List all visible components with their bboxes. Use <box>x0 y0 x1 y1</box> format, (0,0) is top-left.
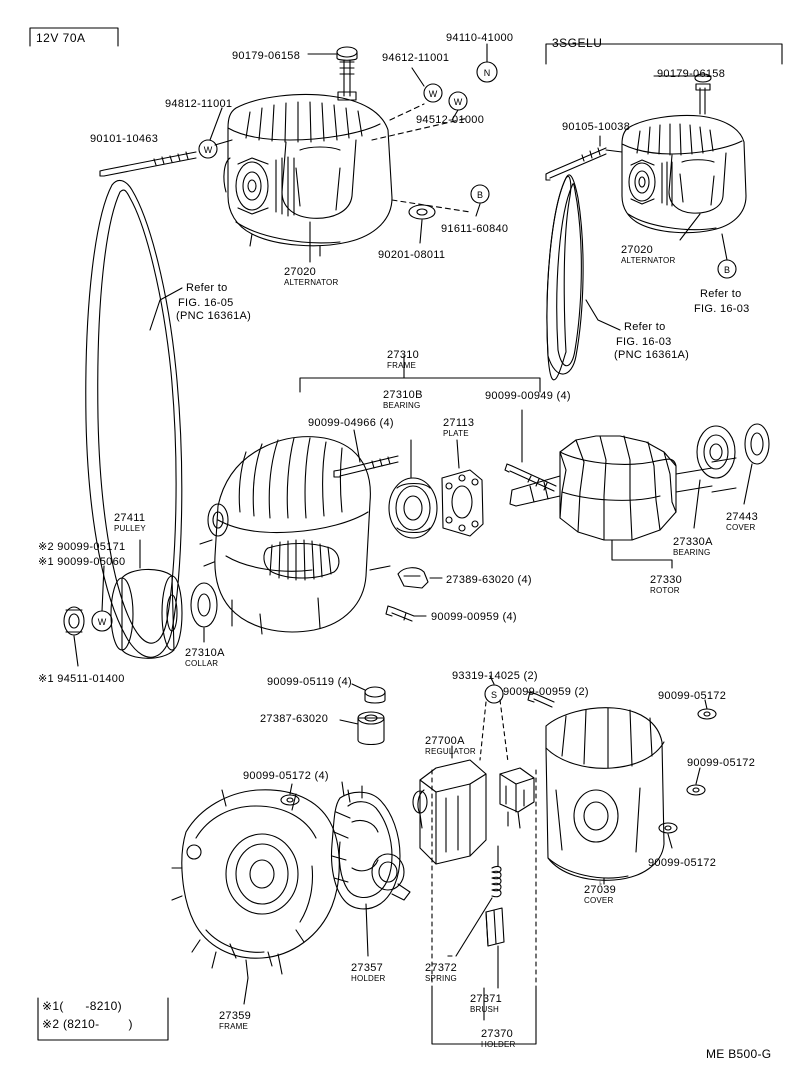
footnote-2: ※2 (8210- ) <box>42 1017 133 1031</box>
label-90099-00949 <box>485 390 571 402</box>
label-27020-alternator-left <box>284 266 338 287</box>
label-refer-fig-16-05-b <box>178 297 234 309</box>
label-27020-alternator-left-text: 27020 <box>284 266 317 278</box>
label-27443-cover-subtext: COVER <box>726 523 756 532</box>
label-27443-cover-text: 27443 <box>726 511 759 523</box>
label-27700a-regulator-subtext: REGULATOR <box>425 747 476 756</box>
svg-text:W: W <box>428 89 438 99</box>
label-27357-holder <box>351 962 386 983</box>
header-right-engine: 3SGELU <box>552 36 603 50</box>
label-27372-spring-text: 27372 <box>425 962 458 974</box>
label-27370-holder <box>481 1028 516 1049</box>
label-27020-alternator-right-text: 27020 <box>621 244 654 256</box>
label-94512-01000 <box>416 114 484 126</box>
label-27411-pulley-text: 27411 <box>114 512 146 524</box>
label-27371-brush <box>470 993 502 1014</box>
label-90099-00959-4 <box>431 611 517 623</box>
svg-text:S: S <box>490 690 498 700</box>
label-27020-alternator-right <box>621 244 675 265</box>
label-90099-05172-right3 <box>648 857 716 869</box>
label-90099-05172-right1-text: 90099-05172 <box>658 690 727 702</box>
label-27443-cover <box>726 511 758 532</box>
label-27357-holder-text: 27357 <box>351 962 384 974</box>
label-90101-10463 <box>90 133 158 145</box>
label-27700a-regulator-text: 27700A <box>425 735 465 747</box>
label-90179-06158-right-text: 90179-06158 <box>657 68 726 80</box>
label-refer-fig-16-03-text: Refer to <box>624 321 666 333</box>
footnote-1: ※1( -8210) <box>42 999 122 1013</box>
label-90099-00959-2-text: 90099-00959 (2) <box>503 686 589 698</box>
label-27371-brush-text: 27371 <box>470 993 503 1005</box>
label-refer-fig-16-03-pnc-text: (PNC 16361A) <box>614 349 690 361</box>
label-27310a-collar-text: 27310A <box>185 647 225 659</box>
label-90099-04966-text: 90099-04966 (4) <box>308 417 394 429</box>
label-refer-fig-16-03-pnc <box>614 349 689 361</box>
label-27310b-bearing-subtext: BEARING <box>383 401 421 410</box>
label-90099-05172-right1 <box>658 690 726 702</box>
label-90099-05172-left <box>243 770 329 782</box>
label-27371-brush-subtext: BRUSH <box>470 1005 500 1014</box>
label-90179-06158-top-text: 90179-06158 <box>232 50 301 62</box>
label-27330-rotor-subtext: ROTOR <box>650 586 680 595</box>
label-27113-plate <box>443 417 474 438</box>
label-94511-01400 <box>38 673 125 685</box>
label-refer-fig-16-03-right-text: Refer to <box>700 288 742 300</box>
label-27310-frame-subtext: FRAME <box>387 361 416 370</box>
label-94110-41000-text: 94110-41000 <box>446 32 514 44</box>
label-27389-63020 <box>446 574 532 586</box>
label-refer-fig-16-05-pnc <box>176 310 251 322</box>
label-90099-05060 <box>38 556 125 568</box>
label-27039-cover-subtext: COVER <box>584 896 614 905</box>
label-refer-fig-16-03-right-b <box>694 303 750 315</box>
label-90099-05172-right2-text: 90099-05172 <box>687 757 756 769</box>
label-27370-holder-text: 27370 <box>481 1028 514 1040</box>
label-90099-05171 <box>38 541 125 553</box>
label-refer-fig-16-03-right-b-text: FIG. 16-03 <box>694 303 750 315</box>
label-90099-05171-text: ※2 90099-05171 <box>38 541 126 553</box>
label-refer-fig-16-03-b <box>616 336 672 348</box>
label-93319-14025 <box>452 670 538 682</box>
label-27359-frame-text: 27359 <box>219 1010 252 1022</box>
svg-text:W: W <box>203 145 213 155</box>
label-27359-frame <box>219 1010 251 1031</box>
label-90099-05172-right3-text: 90099-05172 <box>648 857 717 869</box>
label-27330a-bearing-subtext: BEARING <box>673 548 711 557</box>
label-27330-rotor-text: 27330 <box>650 574 683 586</box>
label-refer-fig-16-05-b-text: FIG. 16-05 <box>178 297 234 309</box>
label-94812-11001 <box>165 98 232 110</box>
label-91611-60840 <box>441 223 508 235</box>
label-91611-60840-text: 91611-60840 <box>441 223 509 235</box>
svg-text:B: B <box>476 190 484 200</box>
header-left-voltage: 12V 70A <box>36 31 86 45</box>
label-27372-spring <box>425 962 457 983</box>
label-refer-fig-16-03 <box>624 321 666 333</box>
label-90099-00959-2 <box>503 686 589 698</box>
label-27359-frame-subtext: FRAME <box>219 1022 248 1031</box>
label-94612-11001-top-text: 94612-11001 <box>382 52 450 64</box>
label-refer-fig-16-05-text: Refer to <box>186 282 228 294</box>
label-93319-14025-text: 93319-14025 (2) <box>452 670 538 682</box>
label-90105-10038-text: 90105-10038 <box>562 121 631 133</box>
label-27372-spring-subtext: SPRING <box>425 974 457 983</box>
label-27020-alternator-left-subtext: ALTERNATOR <box>284 278 339 287</box>
label-94511-01400-text: ※1 94511-01400 <box>38 673 125 685</box>
label-refer-fig-16-05-pnc-text: (PNC 16361A) <box>176 310 252 322</box>
svg-text:B: B <box>723 265 731 275</box>
label-27387-63020-text: 27387-63020 <box>260 713 329 725</box>
label-27411-pulley-subtext: PULLEY <box>114 524 146 533</box>
label-27310b-bearing-text: 27310B <box>383 389 423 401</box>
label-27113-plate-text: 27113 <box>443 417 475 429</box>
svg-text:W: W <box>453 97 463 107</box>
label-90099-05060-text: ※1 90099-05060 <box>38 556 126 568</box>
label-27411-pulley <box>114 512 146 533</box>
label-90105-10038 <box>562 121 630 133</box>
label-27330a-bearing <box>673 536 713 557</box>
label-refer-fig-16-03-b-text: FIG. 16-03 <box>616 336 672 348</box>
label-27039-cover-text: 27039 <box>584 884 617 896</box>
label-90099-05172-left-text: 90099-05172 (4) <box>243 770 329 782</box>
label-refer-fig-16-03-right <box>700 288 742 300</box>
label-94812-11001-text: 94812-11001 <box>165 98 233 110</box>
label-90099-05172-right2 <box>687 757 755 769</box>
label-27700a-regulator <box>425 735 476 756</box>
label-27310a-collar-subtext: COLLAR <box>185 659 219 668</box>
label-27370-holder-subtext: HOLDER <box>481 1040 516 1049</box>
label-27039-cover <box>584 884 616 905</box>
label-27310-frame <box>387 349 419 370</box>
label-94612-11001-top <box>382 52 449 64</box>
label-90179-06158-right <box>657 68 725 80</box>
label-90099-05119-text: 90099-05119 (4) <box>267 676 353 688</box>
label-27020-alternator-right-subtext: ALTERNATOR <box>621 256 676 265</box>
label-90099-00949-text: 90099-00949 (4) <box>485 390 571 402</box>
label-90201-08011 <box>378 249 445 261</box>
label-94512-01000-text: 94512-01000 <box>416 114 485 126</box>
label-27387-63020 <box>260 713 328 725</box>
label-refer-fig-16-05 <box>186 282 228 294</box>
footer-drawing-code: ME B500-G <box>706 1047 772 1061</box>
label-27310a-collar <box>185 647 225 668</box>
svg-text:W: W <box>97 617 107 627</box>
label-90099-00959-4-text: 90099-00959 (4) <box>431 611 517 623</box>
svg-text:N: N <box>483 68 491 78</box>
label-27330-rotor <box>650 574 682 595</box>
label-27113-plate-subtext: PLATE <box>443 429 469 438</box>
label-27330a-bearing-text: 27330A <box>673 536 713 548</box>
label-90201-08011-text: 90201-08011 <box>378 249 446 261</box>
label-27310b-bearing <box>383 389 423 410</box>
label-27357-holder-subtext: HOLDER <box>351 974 386 983</box>
label-90099-04966 <box>308 417 394 429</box>
label-90179-06158-top <box>232 50 300 62</box>
label-27310-frame-text: 27310 <box>387 349 420 361</box>
label-27389-63020-text: 27389-63020 (4) <box>446 574 532 586</box>
label-90101-10463-text: 90101-10463 <box>90 133 159 145</box>
label-94110-41000 <box>446 32 513 44</box>
label-90099-05119 <box>267 676 352 688</box>
